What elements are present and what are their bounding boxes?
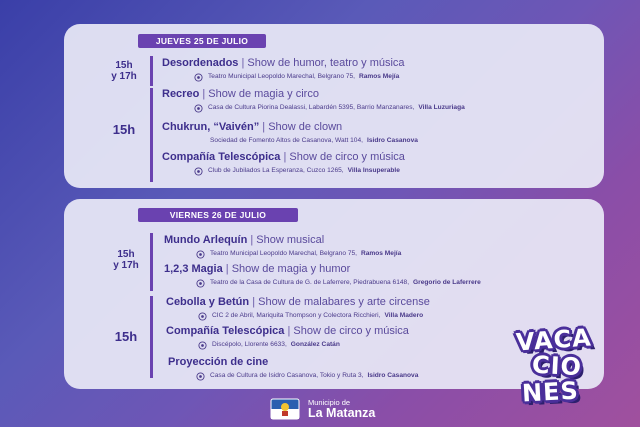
time-label: 15h [112, 122, 136, 137]
divider-bar [150, 296, 153, 378]
event-name: Proyección de cine [168, 356, 269, 368]
event-location: Teatro Municipal Leopoldo Marechal, Belgrano 75, [208, 73, 355, 80]
time-label: 15h [114, 329, 138, 344]
event-chukrun [162, 121, 418, 146]
event-description: Show de magia y circo [208, 88, 319, 100]
event-compania-telescopica [162, 151, 405, 176]
municipality-label: Municipio de [308, 397, 351, 407]
schedule-card-thursday [64, 24, 604, 188]
event-zone: Isidro Casanova [366, 137, 418, 144]
separator: | [283, 151, 290, 163]
event-description: Show de humor, teatro y música [247, 57, 405, 69]
sticker-word: CIO [531, 350, 583, 382]
event-location: Sociedad de Fomento Altos de Casanova, Watt 104, [210, 137, 363, 144]
event-description: Show de malabares y arte circense [258, 296, 430, 308]
event-description: Show de circo y música [293, 325, 409, 337]
event-location: Discépolo, Llorente 6633, [212, 341, 287, 348]
separator: | [287, 325, 294, 337]
event-location: CIC 2 de Abril, Mariquita Thompson y Colectora Ricchieri, [212, 312, 381, 319]
event-desordenados [162, 57, 405, 82]
sticker-word: NES [521, 376, 580, 408]
event-location: Casa de Cultura Piorina Dealassi, Labardén 5395, Barrio Manzanares, [208, 104, 415, 111]
event-name: Chukrun, “Vaivén” [162, 121, 260, 133]
event-zone: Villa Madero [384, 312, 424, 319]
separator: | [262, 121, 269, 133]
event-description: Show de circo y música [289, 151, 405, 163]
event-compania-telescopica [166, 325, 409, 350]
location-pin-icon [194, 104, 203, 113]
municipal-shield-icon [270, 398, 300, 420]
location-pin-icon [196, 250, 205, 259]
separator: | [241, 57, 248, 69]
event-zone: Ramos Mejía [358, 73, 400, 80]
event-description: Show musical [256, 234, 325, 246]
event-proyeccion-de-cine [168, 356, 418, 381]
location-pin-icon [196, 372, 205, 381]
separator: | [252, 296, 259, 308]
event-location: Club de Jubilados La Esperanza, Cuzco 1265, [208, 167, 344, 174]
time-label: 15h y 17h [111, 60, 137, 82]
sticker-word: VACA [515, 323, 593, 357]
event-name: Desordenados [162, 57, 239, 69]
divider-bar [150, 56, 153, 86]
location-pin-icon [196, 279, 205, 288]
event-zone: Isidro Casanova [367, 372, 419, 379]
vacaciones-sticker [510, 316, 640, 427]
day-label-thursday: JUEVES 25 DE JULIO [138, 34, 266, 48]
separator: | [250, 234, 257, 246]
event-name: Recreo [162, 88, 200, 100]
municipality-logo [270, 398, 375, 420]
event-location: Teatro Municipal Leopoldo Marechal, Belgrano 75, [210, 250, 357, 257]
location-pin-icon [194, 167, 203, 176]
separator: | [225, 263, 232, 275]
event-name: 1,2,3 Magia [164, 263, 223, 275]
event-name: Compañía Telescópica [166, 325, 285, 337]
event-zone: Ramos Mejía [360, 250, 402, 257]
day-label-friday: VIERNES 26 DE JULIO [138, 208, 298, 222]
event-name: Cebolla y Betún [166, 296, 250, 308]
event-name: Compañía Telescópica [162, 151, 281, 163]
location-pin-icon [198, 312, 207, 321]
event-mundo-arlequin [164, 234, 401, 259]
time-label: 15h y 17h [113, 249, 139, 271]
event-description: Show de clown [268, 121, 343, 133]
event-location: Casa de Cultura de Isidro Casanova, Tokio y Ruta 3, [210, 372, 364, 379]
event-zone: González Catán [290, 341, 340, 348]
separator: | [202, 88, 209, 100]
divider-bar [150, 88, 153, 182]
event-cebolla-y-betun [166, 296, 430, 321]
location-pin-icon [194, 73, 203, 82]
event-zone: Villa Luzuriaga [418, 104, 465, 111]
municipality-name: La Matanza [308, 406, 376, 420]
location-pin-icon [198, 341, 207, 350]
event-recreo [162, 88, 465, 113]
event-zone: Villa Insuperable [347, 167, 400, 174]
event-location: Teatro de la Casa de Cultura de G. de Laferrere, Piedrabuena 6148, [210, 279, 410, 286]
event-description: Show de magia y humor [231, 263, 351, 275]
event-123-magia [164, 263, 481, 288]
event-name: Mundo Arlequín [164, 234, 248, 246]
divider-bar [150, 233, 153, 291]
event-zone: Gregorio de Laferrere [413, 279, 481, 286]
